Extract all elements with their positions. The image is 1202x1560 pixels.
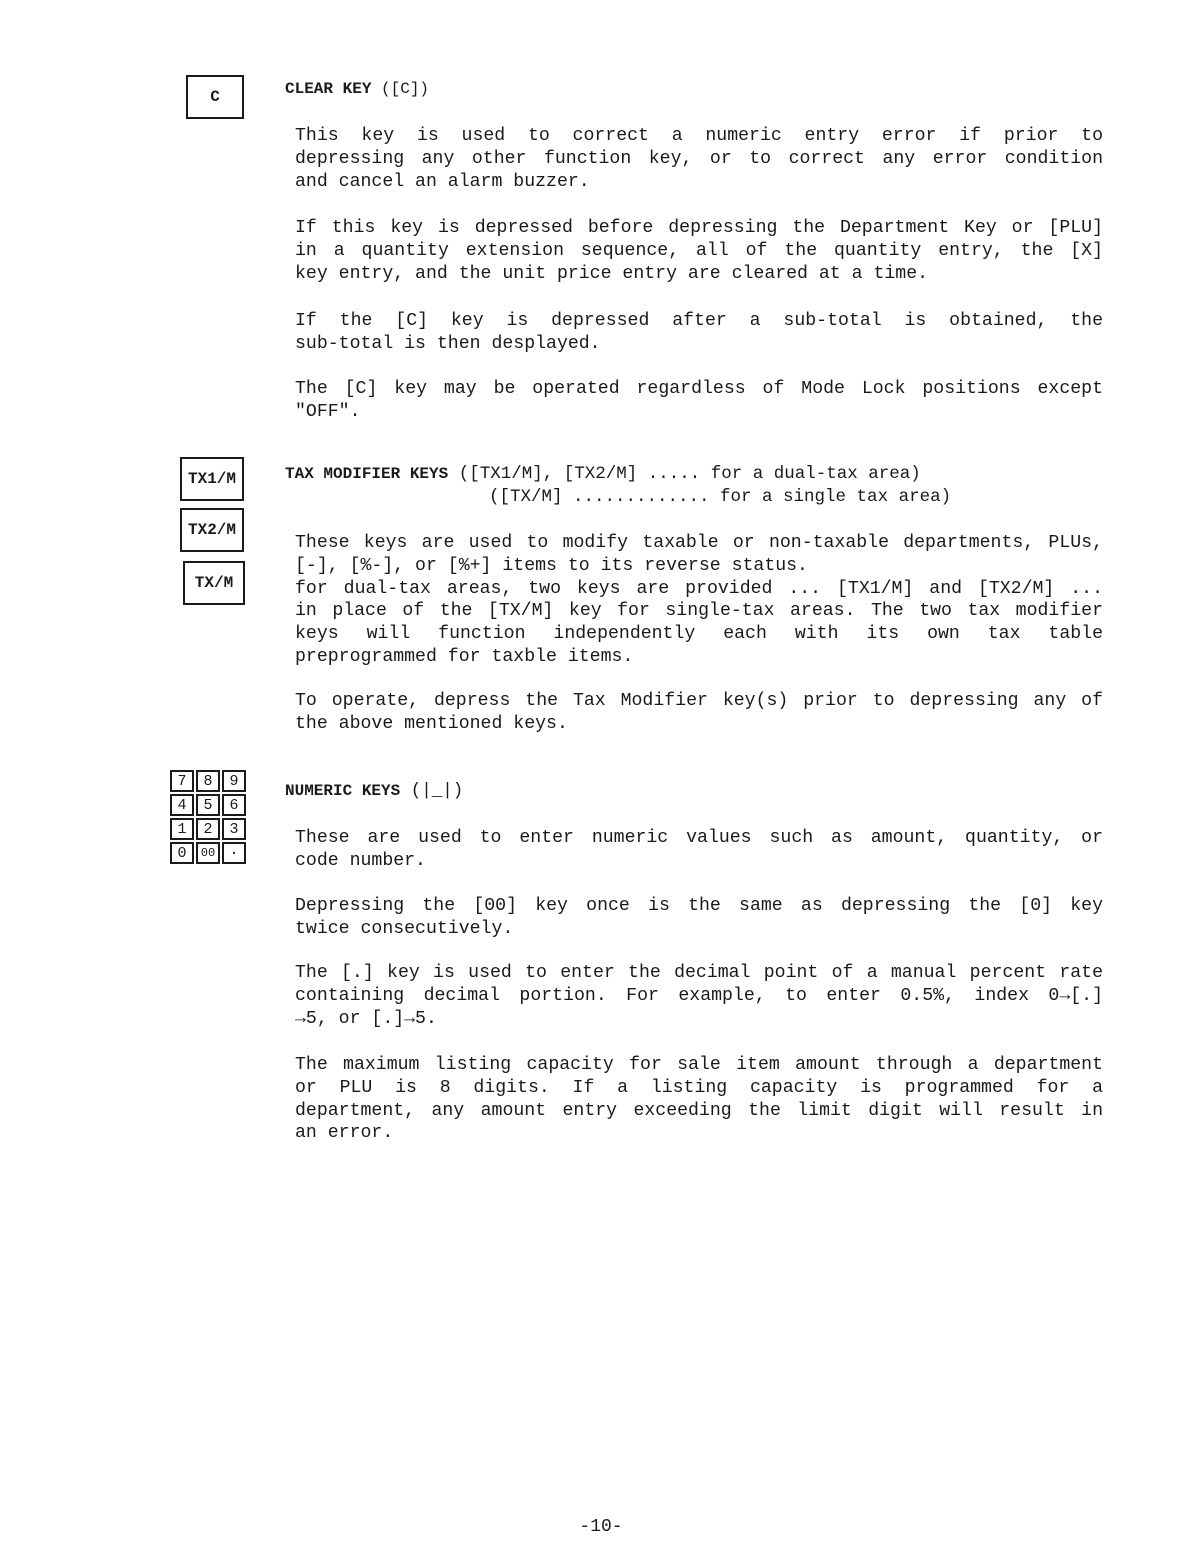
text-line: Depressing the [00] key once is the same as depressing the [0] key: [295, 896, 1103, 916]
text-line: code number.: [295, 850, 426, 871]
numeric-keys-title: NUMERIC KEYS: [285, 782, 401, 800]
tax-paragraph-1: [295, 532, 1103, 669]
text-line: keys will function independently each with its own tax table: [295, 624, 1103, 645]
tx2-m-key-icon: TX2/M: [180, 508, 244, 552]
clear-paragraph-1: [295, 125, 1103, 193]
tax-modifier-title-suffix: ([TX1/M], [TX2/M] ..... for a dual-tax area): [448, 464, 921, 484]
clear-key-title: CLEAR KEY: [285, 80, 372, 98]
numpad-key: 1: [170, 818, 194, 840]
numpad-key: 0: [170, 842, 194, 864]
tax-modifier-heading: [285, 464, 921, 484]
tax-modifier-title-line2: ([TX/M] ............. for a single tax area): [489, 487, 952, 507]
tax-modifier-heading-line2: [489, 487, 951, 507]
numpad-key: 7: [170, 770, 194, 792]
text-line: and cancel an alarm buzzer.: [295, 171, 590, 192]
tax-paragraph-2: [295, 690, 1103, 736]
clear-key-icon: C: [186, 75, 244, 119]
numpad-key: 4: [170, 794, 194, 816]
tx-m-key-icon: TX/M: [183, 561, 245, 605]
text-line: →5, or [.]→5.: [295, 1008, 437, 1029]
numpad-key: 00: [196, 842, 220, 864]
numeric-keys-title-suffix: (|_|): [400, 781, 464, 801]
text-line: department, any amount entry exceeding the limit digit will result in: [295, 1100, 1103, 1121]
numeric-keys-heading: [285, 781, 463, 801]
page-number: -10-: [579, 1517, 623, 1537]
numpad-key: 3: [222, 818, 246, 840]
numpad-key: 9: [222, 770, 246, 792]
numpad-key: 2: [196, 818, 220, 840]
numeric-paragraph-2: [295, 895, 1103, 941]
clear-key-title-suffix: ([C]): [371, 80, 430, 98]
numpad-key: 8: [196, 770, 220, 792]
text-line: an error.: [295, 1123, 394, 1144]
text-line: The [C] key may be operated regardless of Mode Lock positions except: [295, 379, 1103, 399]
numeric-paragraph-3: [295, 962, 1103, 1030]
text-line: [-], [%-], or [%+] items to its reverse status.: [295, 555, 808, 576]
text-line: in a quantity extension sequence, all of the quantity entry, the [X]: [295, 240, 1103, 261]
text-line: sub-total is then desplayed.: [295, 333, 601, 354]
text-line: The [.] key is used to enter the decimal point of a manual percent rate: [295, 963, 1103, 983]
numpad-key: ·: [222, 842, 246, 864]
tx1-m-key-icon: TX1/M: [180, 457, 244, 501]
text-line: preprogrammed for taxble items.: [295, 646, 634, 667]
text-line: These keys are used to modify taxable or non-taxable departments, PLUs,: [295, 533, 1103, 553]
text-line: or PLU is 8 digits. If a listing capacity is programmed for a: [295, 1077, 1103, 1098]
text-line: depressing any other function key, or to correct any error condition: [295, 148, 1103, 169]
clear-key-heading: [285, 80, 429, 98]
text-line: the above mentioned keys.: [295, 713, 568, 734]
text-line: This key is used to correct a numeric entry error if prior to: [295, 126, 1103, 146]
clear-paragraph-3: [295, 310, 1103, 356]
numeric-paragraph-4: [295, 1054, 1103, 1145]
clear-paragraph-2: [295, 217, 1103, 285]
numeric-paragraph-1: [295, 827, 1103, 873]
clear-paragraph-4: [295, 378, 1103, 424]
numeric-keypad-icon: [170, 770, 246, 864]
text-line: twice consecutively.: [295, 918, 514, 939]
text-line: To operate, depress the Tax Modifier key(s) prior to depressing any of: [295, 691, 1103, 711]
text-line: If this key is depressed before depressing the Department Key or [PLU]: [295, 218, 1103, 238]
text-line: containing decimal portion. For example, to enter 0.5%, index 0→[.]: [295, 985, 1103, 1006]
numpad-key: 5: [196, 794, 220, 816]
text-line: key entry, and the unit price entry are cleared at a time.: [295, 263, 929, 284]
numpad-key: 6: [222, 794, 246, 816]
tax-modifier-title: TAX MODIFIER KEYS: [285, 465, 449, 483]
text-line: The maximum listing capacity for sale item amount through a department: [295, 1055, 1103, 1075]
text-line: "OFF".: [295, 401, 361, 422]
text-line: for dual-tax areas, two keys are provided ... [TX1/M] and [TX2/M] ...: [295, 578, 1103, 599]
text-line: If the [C] key is depressed after a sub-total is obtained, the: [295, 311, 1103, 331]
text-line: in place of the [TX/M] key for single-tax areas. The two tax modifier: [295, 601, 1103, 622]
text-line: These are used to enter numeric values such as amount, quantity, or: [295, 828, 1103, 848]
